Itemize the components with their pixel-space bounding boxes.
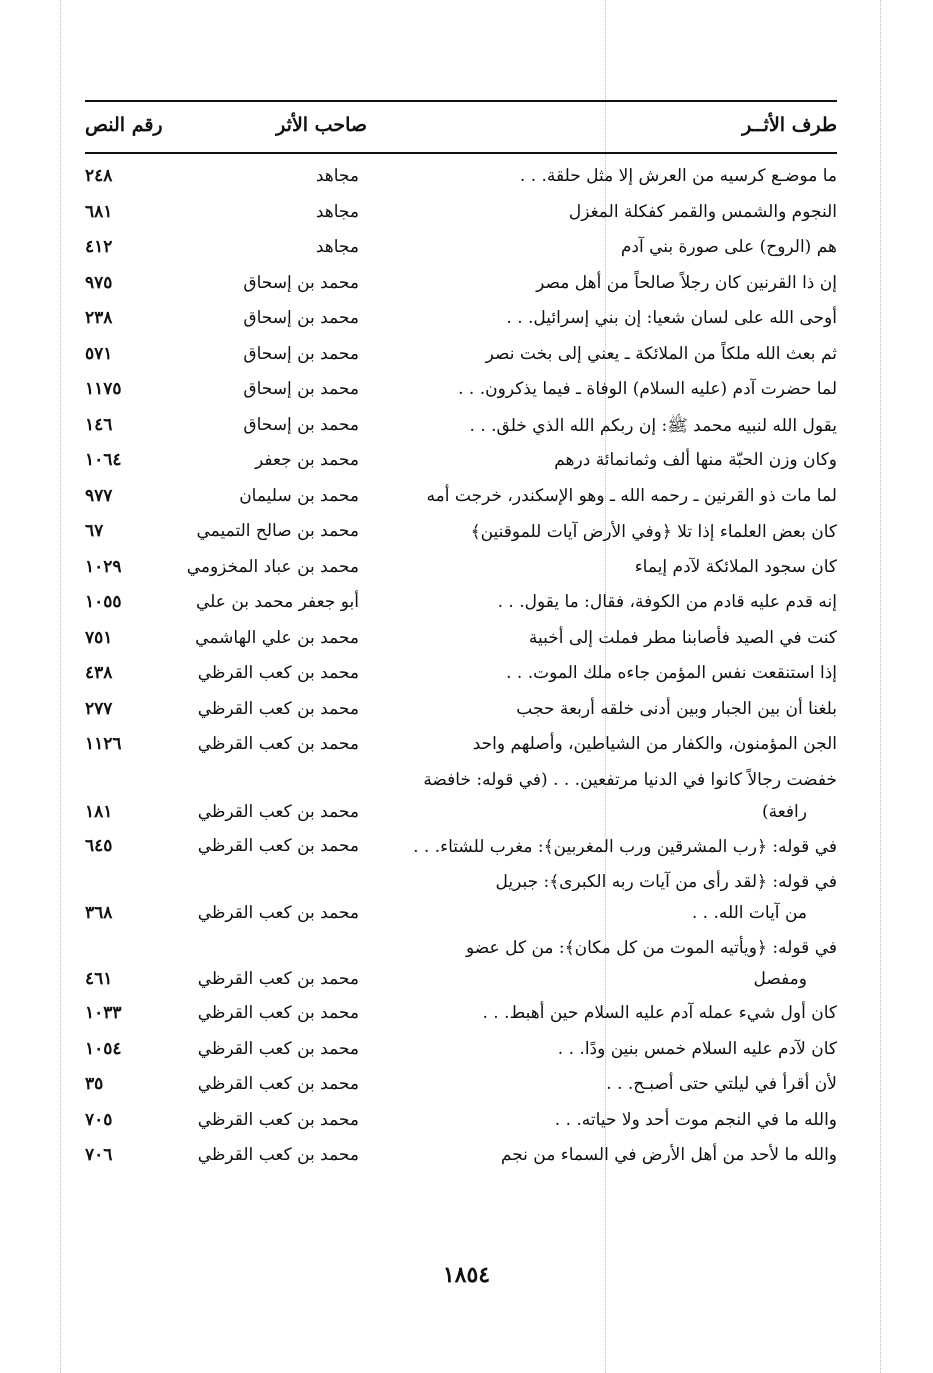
text-number: ٦٧ bbox=[85, 521, 104, 541]
table-row bbox=[85, 832, 837, 868]
table-row bbox=[85, 1141, 837, 1177]
athar-owner: محمد بن إسحاق bbox=[243, 379, 359, 399]
text-number: ٤١٢ bbox=[85, 237, 113, 257]
athar-text: في قوله: ﴿لقد رأى من آيات ربه الكبرى﴾: جبريل bbox=[495, 872, 837, 892]
table-row bbox=[85, 695, 837, 731]
athar-text: يقول الله لنبيه محمد ﷺ: إن ربكم الله الذي خلق. . . bbox=[469, 415, 837, 436]
athar-owner: أبو جعفر محمد بن علي bbox=[196, 592, 359, 612]
athar-text: الجن المؤمنون، والكفار من الشياطين، وأصلهم واحد bbox=[472, 734, 837, 754]
athar-text: إذا استنقعت نفس المؤمن جاءه ملك الموت. . . bbox=[506, 663, 837, 683]
scan-dotted-line-left bbox=[60, 0, 61, 1373]
athar-text: ما موضـع كرسيه من العرش إلا مثل حلقة. . . bbox=[519, 166, 837, 186]
athar-owner: محمد بن إسحاق bbox=[243, 308, 359, 328]
athar-owner: محمد بن عباد المخزومي bbox=[186, 556, 359, 577]
athar-text: والله ما في النجم موت أحد ولا حياته. . . bbox=[554, 1109, 837, 1130]
athar-owner: محمد بن إسحاق bbox=[243, 343, 359, 364]
athar-owner: مجاهد bbox=[315, 166, 359, 186]
table-row bbox=[85, 730, 837, 766]
athar-text: خفضت رجالاً كانوا في الدنيا مرتفعين. . . (في قوله: خافضة bbox=[423, 769, 837, 790]
table-row bbox=[85, 933, 837, 999]
athar-text: بلغنا أن بين الجبار وبين أدنى خلقه أربعة حجب bbox=[516, 698, 837, 719]
header-owner: صاحب الأثر bbox=[276, 114, 367, 136]
athar-text: كان بعض العلماء إذا تلا ﴿وفي الأرض آيات للموقنين﴾ bbox=[470, 522, 837, 542]
index-table bbox=[85, 162, 837, 1177]
text-number: ١١٧٥ bbox=[85, 379, 122, 399]
athar-text: لما حضرت آدم (عليه السلام) الوفاة ـ فيما يذكرون. . . bbox=[458, 379, 837, 399]
text-number: ٢٤٨ bbox=[85, 166, 113, 186]
athar-text: وكان وزن الحبّة منها ألف وثمانمائة درهم bbox=[554, 450, 837, 470]
text-number: ١٤٦ bbox=[85, 414, 113, 435]
table-row bbox=[85, 1035, 837, 1071]
text-number: ٩٧٧ bbox=[85, 485, 113, 506]
header-rule bbox=[85, 152, 837, 154]
athar-owner: محمد بن كعب القرظي bbox=[197, 734, 359, 754]
table-row bbox=[85, 233, 837, 269]
text-number: ٢٣٨ bbox=[85, 308, 113, 328]
athar-owner: محمد بن سليمان bbox=[239, 485, 359, 506]
text-number: ١٠٥٤ bbox=[85, 1038, 122, 1059]
athar-owner: محمد بن إسحاق bbox=[243, 414, 359, 435]
table-header bbox=[85, 110, 837, 148]
athar-text: في قوله: ﴿ويأتيه الموت من كل مكان﴾: من كل عضو bbox=[466, 938, 837, 958]
text-number: ١٨١ bbox=[85, 801, 113, 822]
text-number: ١٠٢٩ bbox=[85, 556, 122, 577]
table-row bbox=[85, 162, 837, 198]
table-row bbox=[85, 588, 837, 624]
athar-owner: مجاهد bbox=[315, 201, 359, 222]
text-number: ٦٤٥ bbox=[85, 835, 113, 856]
table-row bbox=[85, 517, 837, 553]
text-number: ٥٧١ bbox=[85, 343, 113, 364]
athar-owner: محمد بن علي الهاشمي bbox=[195, 627, 359, 648]
table-row bbox=[85, 411, 837, 447]
athar-text: كنت في الصيد فأصابنا مطر فملت إلى أخبية bbox=[528, 627, 837, 648]
athar-owner: محمد بن كعب القرظي bbox=[197, 903, 359, 923]
table-row bbox=[85, 375, 837, 411]
athar-owner: محمد بن كعب القرظي bbox=[197, 1003, 359, 1023]
athar-owner: مجاهد bbox=[315, 237, 359, 257]
athar-owner: محمد بن كعب القرظي bbox=[197, 1038, 359, 1059]
text-number: ٧٥١ bbox=[85, 627, 113, 648]
table-row bbox=[85, 999, 837, 1035]
athar-owner: محمد بن إسحاق bbox=[243, 272, 359, 293]
text-number: ١٠٣٣ bbox=[85, 1003, 122, 1023]
athar-text: لما مات ذو القرنين ـ رحمه الله ـ وهو الإسكندر، خرجت أمه bbox=[426, 485, 837, 506]
athar-text: لأن أقرأ في ليلتي حتى أصبـح. . . bbox=[606, 1074, 837, 1094]
table-row bbox=[85, 867, 837, 933]
athar-owner: محمد بن كعب القرظي bbox=[197, 835, 359, 856]
athar-text: في قوله: ﴿رب المشرقين ورب المغربين﴾: مغرب للشتاء. . . bbox=[413, 836, 837, 857]
athar-text: ثم بعث الله ملكاً من الملائكة ـ يعني إلى بخت نصر bbox=[485, 343, 837, 364]
athar-text: هم (الروح) على صورة بني آدم bbox=[620, 237, 837, 257]
top-rule bbox=[85, 100, 837, 102]
athar-text: كان سجود الملائكة لآدم إيماء bbox=[634, 556, 837, 577]
text-number: ٣٥ bbox=[85, 1074, 104, 1094]
athar-text: النجوم والشمس والقمر كفكلة المغزل bbox=[568, 201, 837, 222]
table-row bbox=[85, 1070, 837, 1106]
athar-owner: محمد بن جعفر bbox=[254, 450, 359, 470]
athar-owner: محمد بن كعب القرظي bbox=[197, 1145, 359, 1165]
table-row bbox=[85, 304, 837, 340]
text-number: ٢٧٧ bbox=[85, 698, 113, 719]
table-row bbox=[85, 446, 837, 482]
table-row bbox=[85, 624, 837, 660]
table-row bbox=[85, 482, 837, 518]
athar-text-continuation: رافعة) bbox=[761, 801, 807, 822]
athar-owner: محمد بن كعب القرظي bbox=[197, 663, 359, 683]
header-athar: طرف الأثــر bbox=[742, 114, 837, 136]
text-number: ٦٨١ bbox=[85, 201, 113, 222]
athar-owner: محمد بن كعب القرظي bbox=[197, 801, 359, 822]
text-number: ٧٠٥ bbox=[85, 1109, 113, 1130]
athar-text: إن ذا القرنين كان رجلاً صالحاً من أهل مصر bbox=[536, 272, 837, 293]
header-number: رقم النص bbox=[85, 114, 163, 136]
text-number: ٤٣٨ bbox=[85, 663, 113, 683]
athar-text: أوحى الله على لسان شعيا: إن بني إسرائيل. . . bbox=[506, 308, 837, 328]
text-number: ٣٦٨ bbox=[85, 903, 113, 923]
text-number: ٩٧٥ bbox=[85, 272, 113, 293]
table-row bbox=[85, 766, 837, 832]
text-number: ١٠٥٥ bbox=[85, 592, 122, 612]
table-row bbox=[85, 659, 837, 695]
athar-owner: محمد بن صالح التميمي bbox=[196, 521, 359, 541]
page-number: ١٨٥٤ bbox=[442, 1262, 491, 1288]
table-row bbox=[85, 269, 837, 305]
text-number: ١١٢٦ bbox=[85, 734, 122, 754]
scan-dotted-line-right bbox=[880, 0, 881, 1373]
athar-owner: محمد بن كعب القرظي bbox=[197, 1109, 359, 1130]
athar-owner: محمد بن كعب القرظي bbox=[197, 1074, 359, 1094]
athar-owner: محمد بن كعب القرظي bbox=[197, 698, 359, 719]
athar-text: إنه قدم عليه قادم من الكوفة، فقال: ما يقول. . . bbox=[497, 592, 837, 612]
table-row bbox=[85, 198, 837, 234]
athar-text: كان أول شيء عمله آدم عليه السلام حين أهبط. . . bbox=[482, 1003, 837, 1023]
text-number: ١٠٦٤ bbox=[85, 450, 122, 470]
table-row bbox=[85, 1106, 837, 1142]
text-number: ٤٦١ bbox=[85, 969, 113, 989]
table-row bbox=[85, 553, 837, 589]
athar-text: والله ما لأحد من أهل الأرض في السماء من نجم bbox=[500, 1145, 837, 1165]
athar-text-continuation: ومفصل bbox=[753, 969, 807, 989]
athar-text: كان لآدم عليه السلام خمس بنين ودًا. . . bbox=[557, 1038, 837, 1059]
table-row bbox=[85, 340, 837, 376]
athar-owner: محمد بن كعب القرظي bbox=[197, 969, 359, 989]
text-number: ٧٠٦ bbox=[85, 1145, 113, 1165]
athar-text-continuation: من آيات الله. . . bbox=[691, 903, 807, 923]
